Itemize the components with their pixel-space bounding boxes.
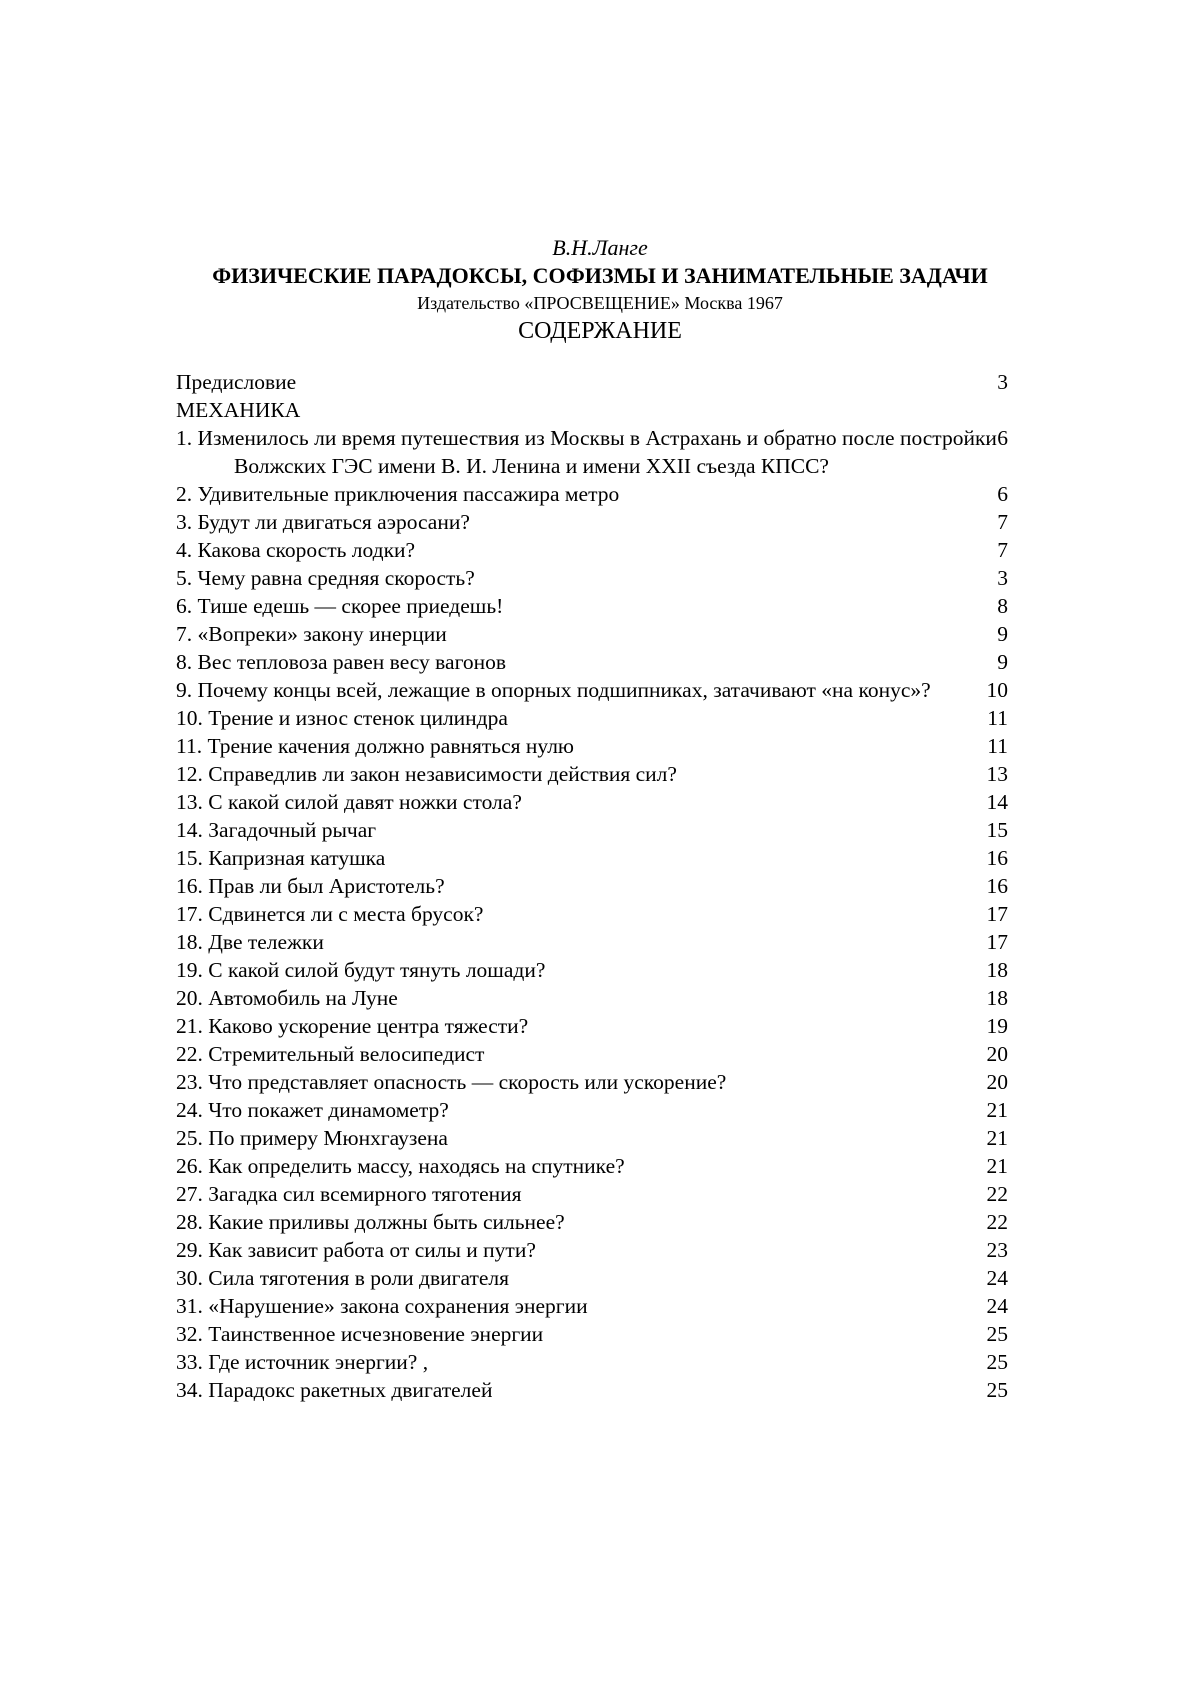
toc-entry-page: 6 — [997, 426, 1008, 450]
toc-entry-page: 13 — [986, 762, 1008, 786]
toc-entry-title: 1. Изменилось ли время путешествия из Москвы в Астрахань и обратно после постройки Волжских ГЭС имени В. И. Ленина и имени XXII съезда КПСС? — [176, 426, 997, 478]
document-header — [0, 234, 1200, 346]
toc-entry-page: 17 — [986, 902, 1008, 926]
toc-entry-title: 25. По примеру Мюнхгаузена — [176, 1126, 448, 1150]
toc-entry-title: 4. Какова скорость лодки? — [176, 538, 416, 562]
toc-entry-title: 5. Чему равна средняя скорость? — [176, 566, 475, 590]
toc-entry — [176, 1012, 1008, 1040]
toc-entry — [176, 928, 1008, 956]
toc-entry-page: 25 — [986, 1322, 1008, 1346]
toc-entry — [176, 368, 1008, 396]
toc-entry-page: 23 — [986, 1238, 1008, 1262]
toc-entry-title: 28. Какие приливы должны быть сильнее? — [176, 1210, 565, 1234]
toc-entry — [176, 816, 1008, 844]
toc-entry — [176, 1292, 1008, 1320]
toc-entry-page: 18 — [986, 958, 1008, 982]
toc-entry-page: 9 — [997, 622, 1008, 646]
toc-entry-page: 10 — [986, 678, 1008, 702]
toc-entry-page: 20 — [986, 1042, 1008, 1066]
toc-entry — [176, 1348, 1008, 1376]
toc-entry-page: 8 — [997, 594, 1008, 618]
toc-entry-title: 2. Удивительные приключения пассажира метро — [176, 482, 620, 506]
toc-entry-title: 9. Почему концы всей, лежащие в опорных подшипниках, затачивают «на конус»? — [176, 678, 931, 702]
toc-entry-title: 16. Прав ли был Аристотель? — [176, 874, 445, 898]
toc-entry — [176, 564, 1008, 592]
toc-entry — [176, 1040, 1008, 1068]
publisher-line: Издательство «ПРОСВЕЩЕНИЕ» Москва 1967 — [417, 293, 783, 313]
toc-entry-title: 21. Каково ускорение центра тяжести? — [176, 1014, 529, 1038]
table-of-contents — [176, 368, 1008, 1404]
toc-entry-page: 21 — [986, 1154, 1008, 1178]
toc-entry — [176, 424, 1008, 480]
toc-entry — [176, 676, 1008, 704]
toc-entry — [176, 900, 1008, 928]
toc-entry-title: 24. Что покажет динамометр? — [176, 1098, 449, 1122]
toc-entry — [176, 396, 1008, 424]
toc-entry-title: 26. Как определить массу, находясь на спутнике? — [176, 1154, 625, 1178]
toc-entry-title: 8. Вес тепловоза равен весу вагонов — [176, 650, 507, 674]
toc-entry-title: 29. Как зависит работа от силы и пути? — [176, 1238, 536, 1262]
toc-entry-page: 19 — [986, 1014, 1008, 1038]
toc-entry-page: 21 — [986, 1126, 1008, 1150]
toc-entry — [176, 732, 1008, 760]
toc-entry-page: 16 — [986, 874, 1008, 898]
toc-entry-title: 18. Две тележки — [176, 930, 324, 954]
toc-entry-title: 3. Будут ли двигаться аэросани? — [176, 510, 470, 534]
toc-entry — [176, 648, 1008, 676]
toc-entry — [176, 1320, 1008, 1348]
toc-entry-page: 14 — [986, 790, 1008, 814]
toc-entry-page: 22 — [986, 1182, 1008, 1206]
toc-entry — [176, 1124, 1008, 1152]
toc-entry — [176, 956, 1008, 984]
toc-entry-page: 25 — [986, 1378, 1008, 1402]
toc-entry — [176, 1180, 1008, 1208]
toc-entry-title: 17. Сдвинется ли с места брусок? — [176, 902, 484, 926]
toc-entry-page: 20 — [986, 1070, 1008, 1094]
toc-entry — [176, 984, 1008, 1012]
toc-entry-page: 24 — [986, 1294, 1008, 1318]
toc-entry-page: 24 — [986, 1266, 1008, 1290]
toc-entry-title: 33. Где источник энергии? , — [176, 1350, 429, 1374]
toc-entry — [176, 704, 1008, 732]
toc-entry-page: 11 — [987, 706, 1008, 730]
toc-entry-page: 25 — [986, 1350, 1008, 1374]
toc-entry — [176, 620, 1008, 648]
toc-entry — [176, 1068, 1008, 1096]
toc-entry-title: 19. С какой силой будут тянуть лошади? — [176, 958, 546, 982]
toc-entry-page: 15 — [986, 818, 1008, 842]
toc-entry — [176, 1208, 1008, 1236]
toc-entry-page: 11 — [987, 734, 1008, 758]
toc-entry — [176, 872, 1008, 900]
toc-entry-title: Предисловие — [176, 370, 297, 394]
toc-entry-title: МЕХАНИКА — [176, 398, 301, 422]
toc-entry — [176, 1096, 1008, 1124]
toc-entry-title: 34. Парадокс ракетных двигателей — [176, 1378, 493, 1402]
toc-entry-title: 13. С какой силой давят ножки стола? — [176, 790, 522, 814]
toc-entry-title: 30. Сила тяготения в роли двигателя — [176, 1266, 510, 1290]
toc-entry-title: 31. «Нарушение» закона сохранения энергии — [176, 1294, 588, 1318]
toc-entry-page: 6 — [997, 482, 1008, 506]
toc-entry-title: 11. Трение качения должно равняться нулю — [176, 734, 574, 758]
toc-entry-page: 7 — [997, 510, 1008, 534]
toc-entry-title: 22. Стремительный велосипедист — [176, 1042, 485, 1066]
toc-entry-title: 6. Тише едешь — скорее приедешь! — [176, 594, 504, 618]
toc-entry-page: 16 — [986, 846, 1008, 870]
contents-heading: СОДЕРЖАНИЕ — [518, 318, 682, 344]
toc-entry — [176, 1264, 1008, 1292]
toc-entry — [176, 1152, 1008, 1180]
toc-entry — [176, 1376, 1008, 1404]
toc-entry-title: 7. «Вопреки» закону инерции — [176, 622, 447, 646]
toc-entry-title: 10. Трение и износ стенок цилиндра — [176, 706, 508, 730]
toc-entry-page: 17 — [986, 930, 1008, 954]
toc-entry — [176, 760, 1008, 788]
toc-entry — [176, 480, 1008, 508]
toc-entry — [176, 592, 1008, 620]
toc-entry-title: 14. Загадочный рычаг — [176, 818, 377, 842]
toc-entry-title: 20. Автомобиль на Луне — [176, 986, 398, 1010]
toc-entry — [176, 1236, 1008, 1264]
toc-entry-page: 22 — [986, 1210, 1008, 1234]
toc-entry-title: 27. Загадка сил всемирного тяготения — [176, 1182, 522, 1206]
toc-entry — [176, 508, 1008, 536]
toc-entry-title: 32. Таинственное исчезновение энергии — [176, 1322, 544, 1346]
author-name: В.Н.Ланге — [552, 235, 648, 260]
book-title: ФИЗИЧЕСКИЕ ПАРАДОКСЫ, СОФИЗМЫ И ЗАНИМАТЕЛЬНЫЕ ЗАДАЧИ — [212, 263, 988, 288]
toc-entry-page: 3 — [997, 370, 1008, 394]
toc-entry-page: 3 — [997, 566, 1008, 590]
toc-entry-page: 9 — [997, 650, 1008, 674]
toc-entry — [176, 788, 1008, 816]
toc-entry-title: 12. Справедлив ли закон независимости действия сил? — [176, 762, 677, 786]
toc-entry — [176, 844, 1008, 872]
toc-entry-page: 7 — [997, 538, 1008, 562]
toc-entry-page: 18 — [986, 986, 1008, 1010]
toc-entry-title: 15. Капризная катушка — [176, 846, 386, 870]
toc-entry — [176, 536, 1008, 564]
toc-entry-page: 21 — [986, 1098, 1008, 1122]
toc-entry-title: 23. Что представляет опасность — скорость или ускорение? — [176, 1070, 727, 1094]
